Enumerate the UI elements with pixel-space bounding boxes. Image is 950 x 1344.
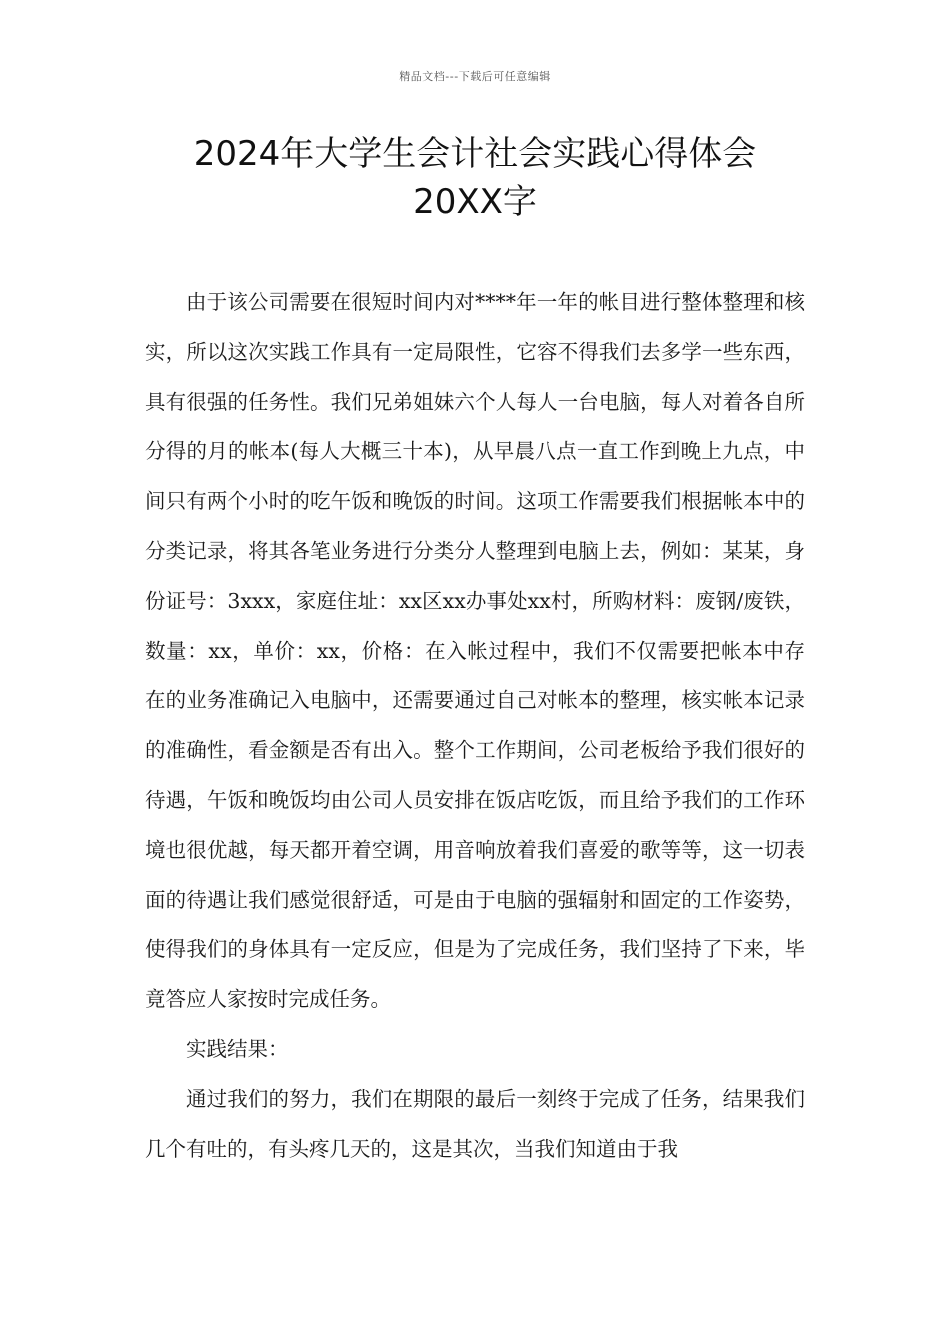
paragraph-work-description: 由于该公司需要在很短时间内对****年一年的帐目进行整体整理和核实，所以这次实践工作具有一定局限性，它容不得我们去多学一些东西，具有很强的任务性。我们兄弟姐妹六个人每人一台电脑，每人对着各自所分得的月的帐本(每人大概三十本)，从早晨八点一直工作到晚上九点，中间只有两个小时的吃午饭和晚饭的时间。这项工作需要我们根据帐本中的分类记录，将其各笔业务进行分类分人整理到电脑上去，例如：某某，身份证号：3xxx，家庭住址：xx区xx办事处xx村，所购材料：废钢/废铁，数量：xx，单价：xx，价格：在入帐过程中，我们不仅需要把帐本中存在的业务准确记入电脑中，还需要通过自己对帐本的整理，核实帐本记录的准确性，看金额是否有出入。整个工作期间，公司老板给予我们很好的待遇，午饭和晚饭均由公司人员安排在饭店吃饭，而且给予我们的工作环境也很优越，每天都开着空调，用音响放着我们喜爱的歌等等，这一切表面的待遇让我们感觉很舒适，可是由于电脑的强辐射和固定的工作姿势，使得我们的身体具有一定反应，但是为了完成任务，我们坚持了下来，毕竟答应人家按时完成任务。 (145, 290, 805, 1012)
document-title (100, 130, 850, 226)
title-line-1: 2024年大学生会计社会实践心得体会 (193, 134, 757, 174)
document-body (145, 278, 805, 1174)
paragraph-results: 通过我们的努力，我们在期限的最后一刻终于完成了任务，结果我们几个有吐的，有头疼几天的，这是其次，当我们知道由于我 (145, 1086, 805, 1161)
paragraph-results-heading: 实践结果： (186, 1036, 289, 1061)
header-note: 精品文档---下载后可任意编辑 (399, 70, 551, 83)
title-line-2: 20XX字 (413, 182, 537, 222)
